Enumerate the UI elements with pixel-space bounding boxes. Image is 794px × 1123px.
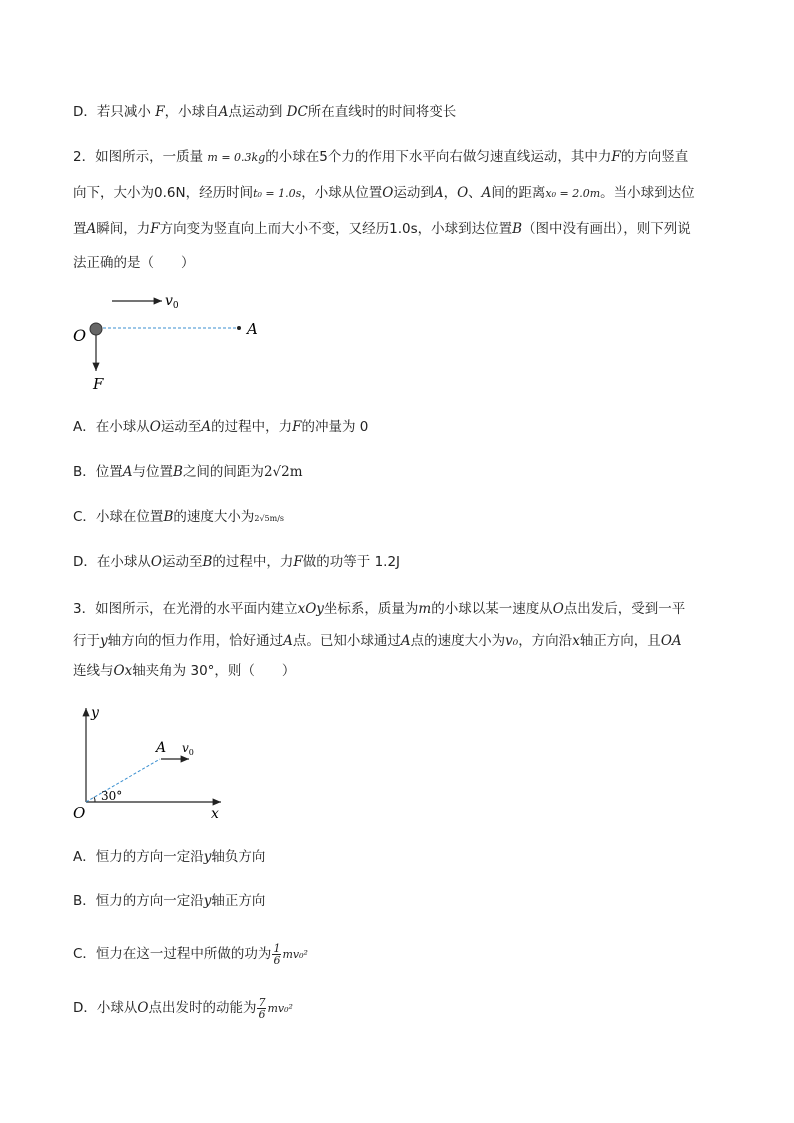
q3-stem-line-2: 行于y轴方向的恒力作用，恰好通过A点。已知小球通过A点的速度大小为v₀，方向沿x轴正方向，且OA bbox=[73, 633, 682, 649]
q2-option-a: A．在小球从O运动至A的过程中，力F的冲量为 0 bbox=[73, 419, 369, 435]
angle-label: 30° bbox=[101, 789, 123, 803]
q2-stem-line-1: 2．如图所示，一质量 m = 0.3kg的小球在5个力的作用下水平向右做匀速直线运动，其中力F的方向竖直 bbox=[73, 149, 689, 165]
origin-label: O bbox=[73, 804, 86, 822]
label-f: F bbox=[93, 375, 104, 393]
q2-option-c: C．小球在位置B的速度大小为2√5m/s bbox=[73, 509, 285, 525]
q2-stem-line-3: 置A瞬间，力F方向变为竖直向上而大小不变，又经历1.0s，小球到达位置B（图中没有画出），则下列说 bbox=[73, 221, 691, 237]
y-label: y bbox=[91, 705, 99, 721]
q3-option-b: B．恒力的方向一定沿y轴正方向 bbox=[73, 893, 266, 909]
q2-option-d: D．在小球从O运动至B的过程中，力F做的功等于 1.2J bbox=[73, 554, 401, 570]
point-a bbox=[237, 326, 241, 330]
label-o: O bbox=[73, 326, 87, 345]
angle-arc bbox=[94, 797, 95, 802]
fraction: $\frac{7}{6}$ bbox=[258, 995, 266, 1021]
q3-stem-line-1: 3．如图所示，在光滑的水平面内建立xOy坐标系，质量为m的小球以某一速度从O点出发后，受到一平 bbox=[73, 601, 686, 617]
fraction: $\frac{1}{6}$ bbox=[273, 941, 281, 967]
q3-figure bbox=[65, 700, 240, 825]
q3-option-c: C．恒力在这一过程中所做的功为 $\frac{1}{6}$ mv₀² bbox=[73, 941, 308, 967]
oa-dashed bbox=[86, 759, 160, 802]
q2-option-b: B．位置A与位置B之间的间距为2√2m bbox=[73, 464, 303, 480]
q2-stem-line-4: 法正确的是（ ） bbox=[73, 255, 195, 271]
point-a-label: A bbox=[156, 740, 167, 756]
velocity-label: $v_0$ bbox=[182, 741, 194, 757]
q2-figure bbox=[65, 288, 285, 398]
q3-stem-line-3: 连线与Ox轴夹角为 30°，则（ ） bbox=[73, 663, 296, 679]
x-label: x bbox=[211, 806, 219, 822]
q3-option-d: D．小球从O点出发时的动能为 $\frac{7}{6}$ mv₀² bbox=[73, 995, 293, 1021]
ball bbox=[90, 323, 102, 335]
q2-stem-line-2: 向下，大小为0.6N，经历时间t₀ = 1.0s，小球从位置O运动到A，O、A间的距离x₀ = 2.0m。当小球到达位 bbox=[73, 185, 695, 201]
label-a: A bbox=[247, 320, 258, 338]
q3-option-a: A．恒力的方向一定沿y轴负方向 bbox=[73, 849, 266, 865]
velocity-label: $v_0$ bbox=[165, 293, 179, 311]
q1-option-d: D．若只减小 F，小球自A点运动到 DC所在直线时的时间将变长 bbox=[73, 104, 457, 120]
